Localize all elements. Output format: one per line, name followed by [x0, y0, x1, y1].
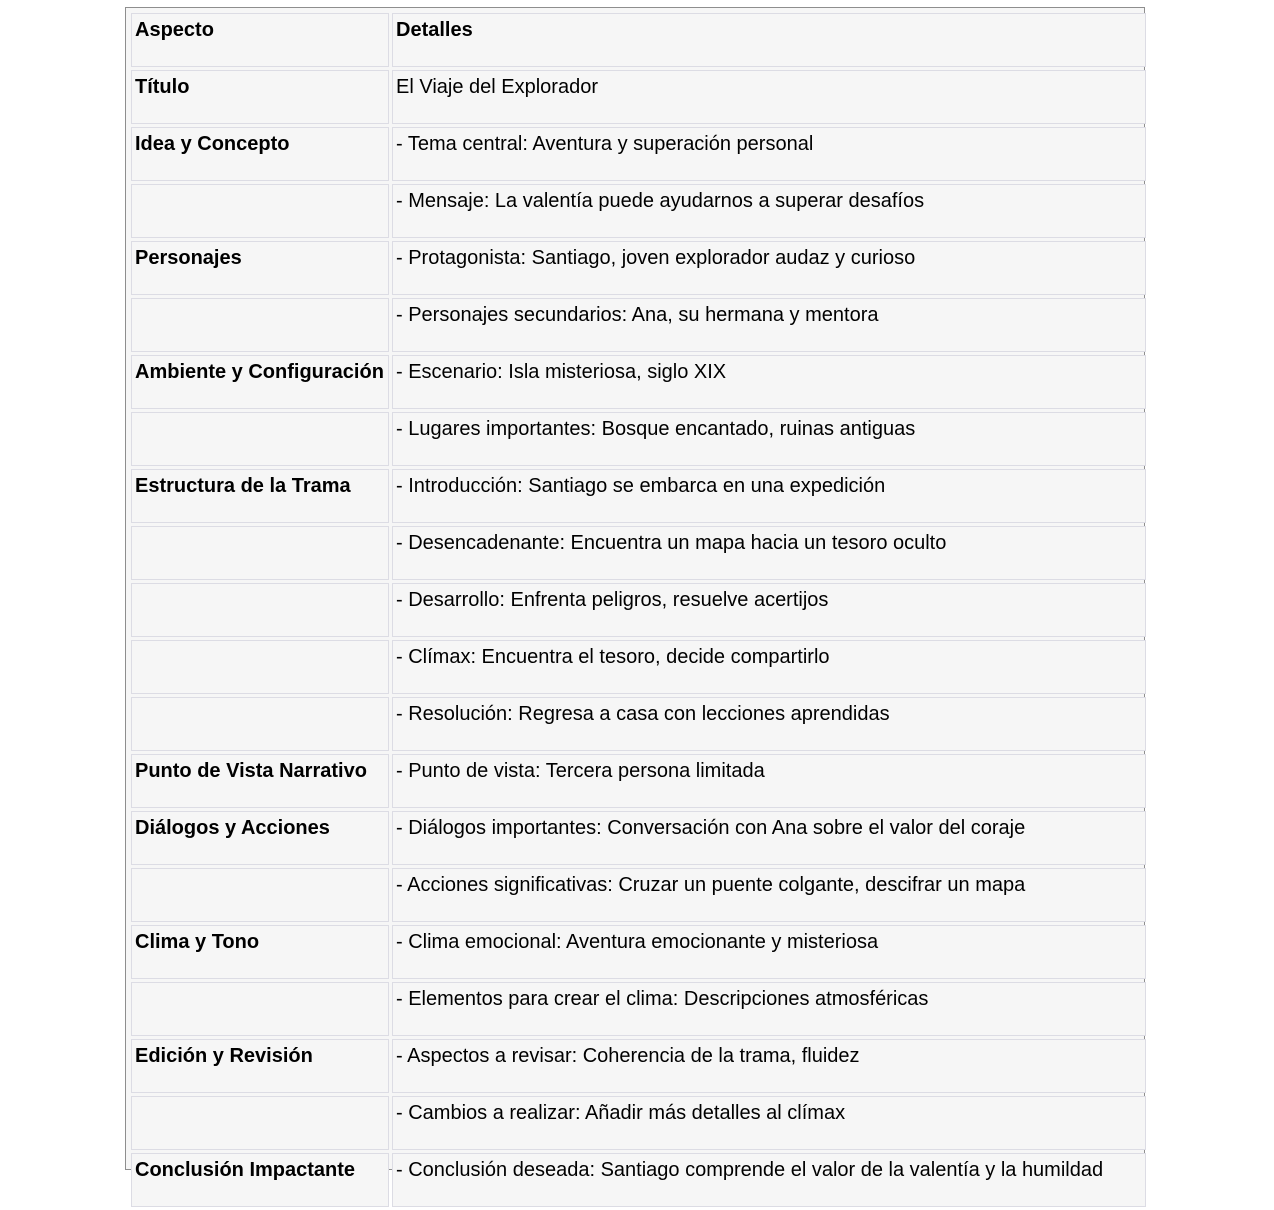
detail-cell: - Acciones significativas: Cruzar un puente colgante, descifrar un mapa [392, 868, 1146, 922]
aspect-cell [131, 412, 389, 466]
aspect-cell: Punto de Vista Narrativo [131, 754, 389, 808]
detail-cell: - Elementos para crear el clima: Descripciones atmosféricas [392, 982, 1146, 1036]
story-plan-table [128, 10, 1149, 1210]
table-header-row [131, 13, 1146, 67]
table-row [131, 1039, 1146, 1093]
table-row [131, 184, 1146, 238]
table-row [131, 127, 1146, 181]
detail-cell: - Aspectos a revisar: Coherencia de la trama, fluidez [392, 1039, 1146, 1093]
aspect-cell: Idea y Concepto [131, 127, 389, 181]
table-row [131, 1096, 1146, 1150]
table-row [131, 640, 1146, 694]
table-row [131, 811, 1146, 865]
table-row [131, 583, 1146, 637]
table-row [131, 412, 1146, 466]
detail-cell: - Tema central: Aventura y superación personal [392, 127, 1146, 181]
table-row [131, 526, 1146, 580]
aspect-cell [131, 526, 389, 580]
detail-cell: - Escenario: Isla misteriosa, siglo XIX [392, 355, 1146, 409]
detail-cell: - Protagonista: Santiago, joven explorador audaz y curioso [392, 241, 1146, 295]
header-details: Detalles [392, 13, 1146, 67]
detail-cell: El Viaje del Explorador [392, 70, 1146, 124]
table-row [131, 355, 1146, 409]
detail-cell: - Resolución: Regresa a casa con lecciones aprendidas [392, 697, 1146, 751]
aspect-cell [131, 1096, 389, 1150]
table-row [131, 241, 1146, 295]
table-row [131, 298, 1146, 352]
aspect-cell [131, 982, 389, 1036]
aspect-cell [131, 640, 389, 694]
detail-cell: - Cambios a realizar: Añadir más detalles al clímax [392, 1096, 1146, 1150]
table-row [131, 469, 1146, 523]
table-row [131, 982, 1146, 1036]
table-row [131, 754, 1146, 808]
table-row [131, 697, 1146, 751]
aspect-cell [131, 298, 389, 352]
aspect-cell: Edición y Revisión [131, 1039, 389, 1093]
header-aspect: Aspecto [131, 13, 389, 67]
table-row [131, 925, 1146, 979]
aspect-cell: Diálogos y Acciones [131, 811, 389, 865]
aspect-cell: Título [131, 70, 389, 124]
detail-cell: - Mensaje: La valentía puede ayudarnos a superar desafíos [392, 184, 1146, 238]
detail-cell: - Clímax: Encuentra el tesoro, decide compartirlo [392, 640, 1146, 694]
detail-cell: - Punto de vista: Tercera persona limitada [392, 754, 1146, 808]
aspect-cell: Clima y Tono [131, 925, 389, 979]
aspect-cell [131, 184, 389, 238]
story-plan-table-frame [125, 7, 1145, 1181]
detail-cell: - Conclusión deseada: Santiago comprende el valor de la valentía y la humildad [392, 1153, 1146, 1207]
detail-cell: - Introducción: Santiago se embarca en una expedición [392, 469, 1146, 523]
table-row [131, 1153, 1146, 1207]
detail-cell: - Lugares importantes: Bosque encantado, ruinas antiguas [392, 412, 1146, 466]
detail-cell: - Diálogos importantes: Conversación con Ana sobre el valor del coraje [392, 811, 1146, 865]
aspect-cell: Conclusión Impactante [131, 1153, 389, 1207]
aspect-cell: Ambiente y Configuración [131, 355, 389, 409]
table-row [131, 868, 1146, 922]
aspect-cell: Estructura de la Trama [131, 469, 389, 523]
aspect-cell [131, 583, 389, 637]
aspect-cell: Personajes [131, 241, 389, 295]
aspect-cell [131, 868, 389, 922]
detail-cell: - Personajes secundarios: Ana, su hermana y mentora [392, 298, 1146, 352]
detail-cell: - Desarrollo: Enfrenta peligros, resuelve acertijos [392, 583, 1146, 637]
aspect-cell [131, 697, 389, 751]
detail-cell: - Desencadenante: Encuentra un mapa hacia un tesoro oculto [392, 526, 1146, 580]
detail-cell: - Clima emocional: Aventura emocionante y misteriosa [392, 925, 1146, 979]
table-row [131, 70, 1146, 124]
